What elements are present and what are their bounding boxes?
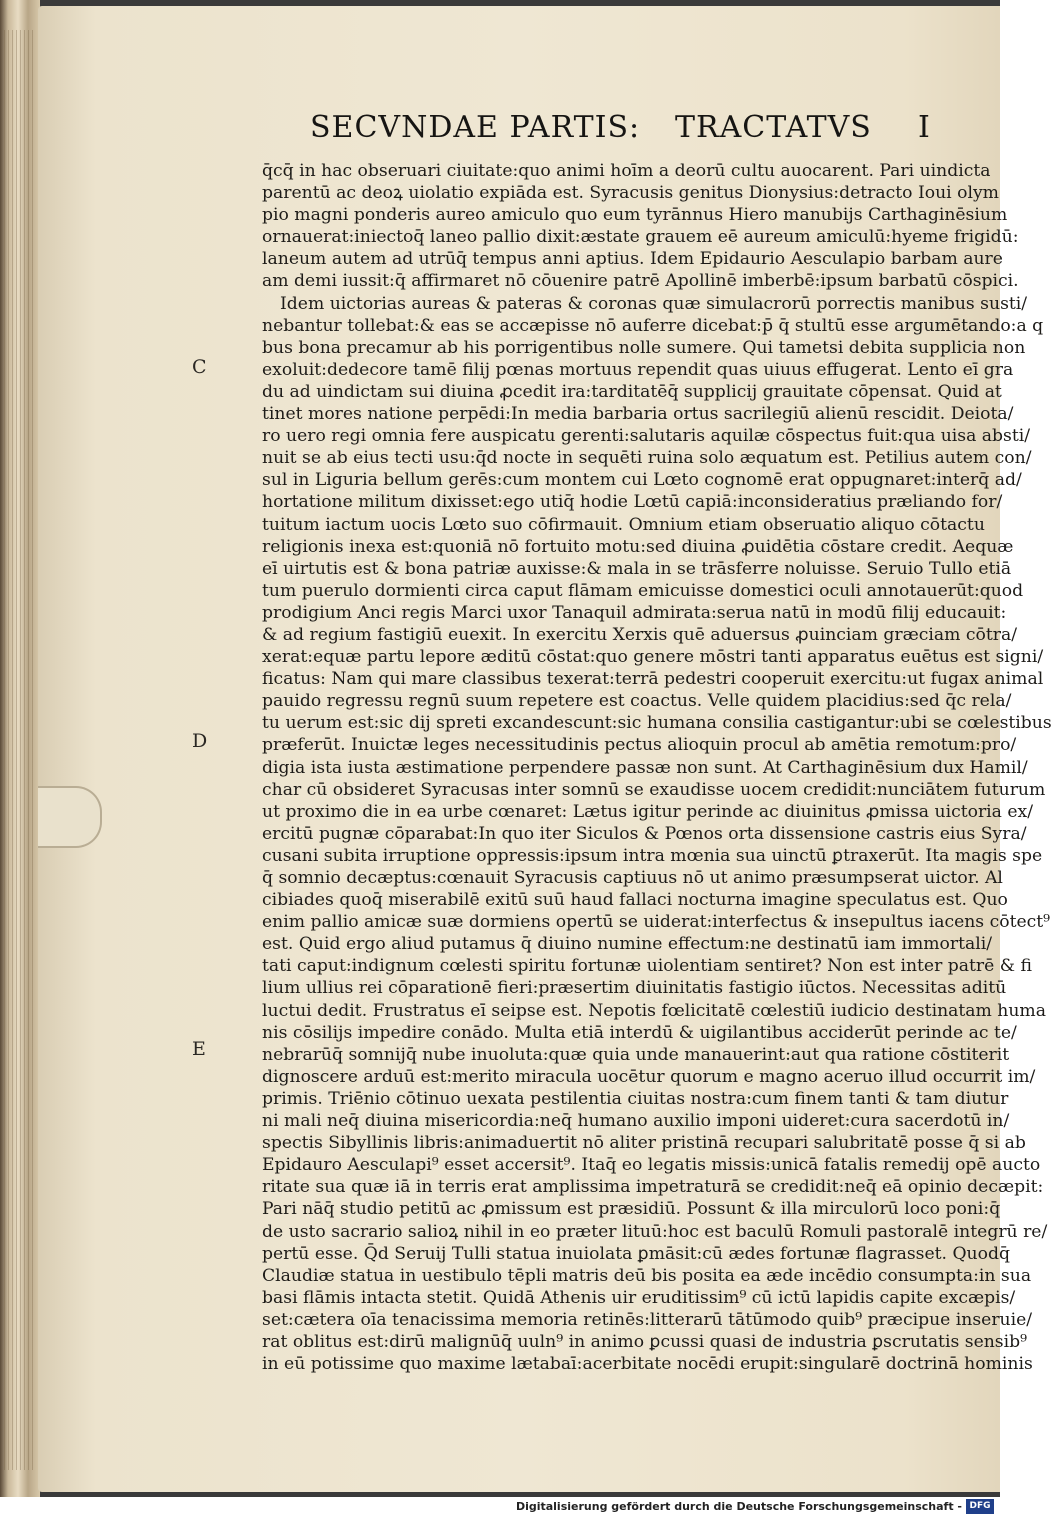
- text-line: in eū potissime quo maxime lætabaī:acerbitate nocēdi erupit:singularē doctrinā hominis: [262, 1354, 1033, 1375]
- text-line: religionis inexa est:quoniā nō fortuito motu:sed diuina ꝓuidētia cōstare credit. Aequæ: [262, 536, 1014, 557]
- text-line: laneum autem ad utrūq̄ tempus anni aptius. Idem Epidaurio Aesculapio barbam aure: [262, 249, 1003, 270]
- text-line: primis. Triēnio cōtinuo uexata pestilentia ciuitas nostra:cum finem tanti & tam diutur: [262, 1088, 1009, 1109]
- text-line: hortatione militum dixisset:ego utiq̄ hodie Lœtū capiā:inconsideratius præliando for/: [262, 492, 1003, 513]
- text-line: am demi iussit:q̄ affirmaret nō cōuenire patrē Apollinē imberbē:ipsum barbatū cōspici.: [262, 271, 1019, 292]
- text-line: nis cōsilijs impedire conādo. Multa etiā interdū & uigilantibus acciderūt perinde ac te/: [262, 1022, 1017, 1043]
- text-line: pertū esse. Q̄d Seruij Tulli statua inuiolata ꝑmāsit:cū ædes fortunæ flagrasset. Quodq̄: [262, 1243, 1010, 1264]
- text-line: cibiades quoq̄ miserabilē exitū suū haud fallaci nocturna imagine speculatus est. Quo: [262, 890, 1008, 911]
- text-line: char cū obsideret Syracusas inter somnū se exaudisse uocem credidit:nunciātem futurum: [262, 779, 1046, 800]
- running-header: [310, 110, 970, 150]
- text-line: digia ista iusta æstimatione perpendere passæ non sunt. At Carthaginēsium dux Hamil/: [262, 757, 1028, 778]
- text-line: ni mali neq̄ diuina misericordia:neq̄ humano auxilio imponi uideret:cura sacerdotū in/: [262, 1111, 1010, 1132]
- text-line: dignoscere arduū est:merito miracula uocētur quorum e magno aceruo illud occurrit im/: [262, 1066, 1036, 1087]
- text-line: Idem uictorias aureas & pateras & coronas quæ simulacrorū porrectis manibus susti/: [280, 293, 1028, 314]
- text-line: tu uerum est:sic dij spreti excandescunt:sic humana consilia castigantur:ubi se cœlestibus: [262, 713, 1052, 734]
- text-line: set:cætera oīa tenacissima memoria retinēs:litterarū tātūmodo quib⁹ præcipue inseruie/: [262, 1309, 1033, 1330]
- text-line: Epidauro Aesculapi⁹ esset accersit⁹. Itaq̄ eo legatis missis:unicā fatalis remedij opē aucto: [262, 1155, 1041, 1176]
- text-line: Claudiæ statua in uestibulo tēpli matris deū bis posita ea æde incēdio consumpta:in sua: [262, 1265, 1032, 1286]
- text-line: tati caput:indignum cœlesti spiritu fortunæ uiolentiam sentiret? Non est inter patrē & fi: [262, 956, 1033, 977]
- text-line: nebantur tollebat:& eas se accæpisse nō auferre dicebat:p̄ q̄ stultū esse argumētando:a q: [262, 315, 1044, 336]
- text-line: ritate sua quæ iā in terris erat amplissima impetraturā se credidit:neq̄ eā opinio decæpit:: [262, 1177, 1044, 1198]
- text-line: ficatus: Nam qui mare classibus texerat:terrā pedestri cooperuit exercitu:ut fugax animal: [262, 669, 1044, 690]
- footer-bar: [0, 1497, 1000, 1518]
- text-line: ut proximo die in ea urbe cœnaret: Lætus igitur perinde ac diuinitus ꝓmissa uictoria ex/: [262, 801, 1034, 822]
- text-line: q̄cq̄ in hac obseruari ciuitate:quo animi hoīm a deorū cultu auocarent. Pari uindicta: [262, 161, 991, 181]
- text-line: ercitū pugnæ cōparabat:In quo iter Siculos & Pœnos orta dissensione castris eius Syra/: [262, 823, 1027, 844]
- text-line: lium ullius rei cōparationē fieri:præsertim diuinitatis fastigio iūctos. Necessitas aditū: [262, 978, 1007, 999]
- text-line: præferūt. Inuictæ leges necessitudinis pectus alioquin procul ab amētia remotum:pro/: [262, 735, 1017, 756]
- text-line: bus bona precamur ab his porrigentibus nolle sumere. Qui tametsi debita supplicia non: [262, 337, 1026, 358]
- text-line: est. Quid ergo aliud putamus q̄ diuino numine effectum:ne destinatū iam immortali/: [262, 934, 993, 955]
- funding-credit: Digitalisierung gefördert durch die Deutsche Forschungsgemeinschaft -: [515, 1500, 962, 1513]
- text-line: rat oblitus est:dirū malignūq̄ uuln⁹ in animo ꝑcussi quasi de industria ꝑscrutatis sensib⁹: [262, 1331, 1028, 1352]
- text-line: tum puerulo dormienti circa caput flāmam emicuisse domestici oculi annotauerūt:quod: [262, 580, 1024, 601]
- text-line: spectis Sibyllinis libris:animaduertit nō aliter pristinā recupari salubritatē posse q̄ si ab: [262, 1133, 1026, 1154]
- text-line: xerat:equæ partu lepore æditū cōstat:quo genere mōstri tanti apparatus euētus est signi/: [262, 647, 1044, 668]
- text-line: Pari nāq̄ studio petitū ac ꝓmissum est præsidiū. Possunt & illa mirculorū loco poni:q̄: [262, 1199, 1001, 1220]
- header-number: I: [918, 110, 931, 145]
- text-line: & ad regium fastigiū euexit. In exercitu Xerxis quē aduersus ꝓuinciam græciam cōtra/: [262, 624, 1018, 645]
- text-line: basi flāmis intacta stetit. Quidā Athenis uir eruditissim⁹ cū ictū lapidis capite excæpis/: [262, 1287, 1016, 1308]
- margin-letter-d: D: [192, 730, 208, 752]
- text-line: nebrarūq̄ somnijq̄ nube inuoluta:quæ quia unde manauerint:aut qua ratione cōstiterit: [262, 1044, 1010, 1065]
- body-text: [262, 160, 1052, 1375]
- header-tractatus: TRACTATVS: [675, 110, 872, 145]
- text-line: luctui dedit. Frustratus eī seipse est. Nepotis fœlicitatē cœlestiū iudicio destinatam huma: [262, 1000, 1046, 1021]
- text-line: enim pallio amicæ suæ dormiens opertū se uiderat:interfectus & insepultus iacens cōtect⁹: [262, 912, 1051, 933]
- text-line: pio magni ponderis aureo amiculo quo eum tyrānnus Hiero manubijs Carthaginēsium: [262, 205, 1008, 226]
- text-line: cusani subita irruptione oppressis:ipsum intra mœnia sua uinctū ꝑtraxerūt. Ita magis spe: [262, 845, 1043, 866]
- text-line: tinet mores natione perpēdi:In media barbaria ortus sacrilegiū alienū rescidit. Deiota/: [262, 404, 1014, 425]
- text-line: q̄ somnio decæptus:cœnauit Syracusis captiuus nō ut animo præsumpserat uictor. Al: [262, 868, 1003, 888]
- book-page-edges: [0, 0, 40, 1497]
- text-line: tuitum iactum uocis Lœto suo cōfirmauit. Omnium etiam obseruatio aliquo cōtactu: [262, 514, 985, 535]
- text-line: prodigium Anci regis Marci uxor Tanaquil admirata:serua natū in modū filij educauit:: [262, 602, 1007, 623]
- text-line: ornauerat:iniectoq̄ laneo pallio dixit:æstate grauem eē aureum amiculū:hyeme frigidū:: [262, 227, 1019, 248]
- text-line: pauido regressu regnū suum repetere est coactus. Velle quidem placidius:sed q̄c rela/: [262, 691, 1012, 712]
- page-edge-lines: [4, 30, 34, 1470]
- margin-letter-e: E: [192, 1038, 206, 1060]
- text-line: de usto sacrario salioꝝ nihil in eo præter lituū:hoc est baculū Romuli pastoralē integrū re/: [262, 1221, 1048, 1242]
- header-part: SECVNDAE PARTIS:: [310, 110, 641, 145]
- page-tab-marker: [38, 786, 102, 848]
- text-line: parentū ac deoꝝ uiolatio expiāda est. Syracusis genitus Dionysius:detracto Ioui olym: [262, 183, 999, 204]
- dfg-logo: DFG: [966, 1499, 994, 1514]
- text-line: eī uirtutis est & bona patriæ auxisse:& mala in se trāsferre noluisse. Seruio Tullo etiā: [262, 558, 1012, 579]
- text-line: sul in Liguria bellum gerēs:cum montem cui Lœto cognomē erat oppugnaret:interq̄ ad/: [262, 470, 1022, 491]
- text-line: nuit se ab eius tecti usu:q̄d nocte in sequēti ruina solo æquatum est. Petilius autem con/: [262, 448, 1032, 469]
- text-line: ro uero regi omnia fere auspicatu gerenti:salutaris aquilæ cōspectus fuit:qua uisa absti/: [262, 426, 1031, 447]
- text-line: du ad uindictam sui diuina ꝓcedit ira:tarditatēq̄ supplicij grauitate cōpensat. Quid at: [262, 381, 1002, 402]
- margin-letter-c: C: [192, 356, 207, 378]
- text-line: exoluit:dedecore tamē filij pœnas mortuus rependit quas uiuus effugerat. Lento eī gra: [262, 359, 1014, 380]
